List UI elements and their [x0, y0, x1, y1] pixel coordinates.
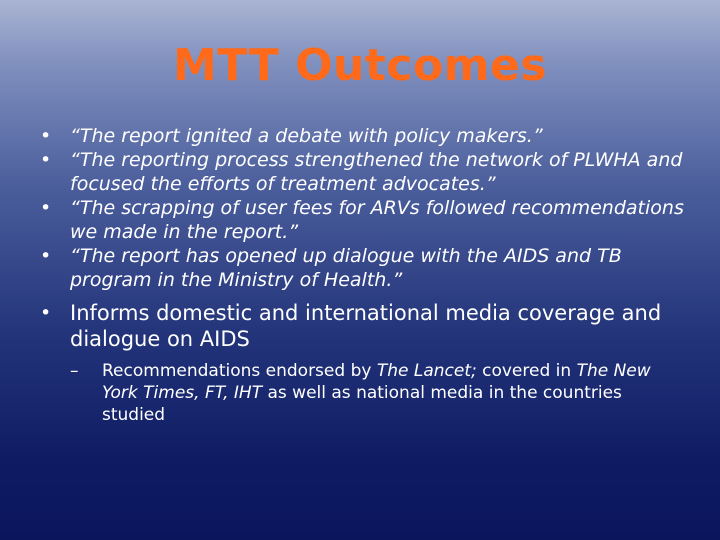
- bullet-text: “The reporting process strengthened the network of PLWHA and focused the efforts of treatment advocates.”: [70, 149, 683, 195]
- bullet-item: [40, 124, 690, 148]
- bullet-text: “The report has opened up dialogue with the AIDS and TB program in the Ministry of Health.”: [70, 245, 622, 291]
- bullet-marker: •: [40, 197, 52, 219]
- bullet-list: [40, 124, 690, 426]
- publication-lancet: The Lancet;: [376, 361, 477, 381]
- sub-bullet-list: [70, 360, 690, 426]
- bullet-item: [40, 148, 690, 196]
- sub-bullet-text-1: Recommendations endorsed by: [102, 361, 377, 381]
- bullet-marker: •: [40, 149, 52, 171]
- slide-title: MTT Outcomes: [172, 40, 548, 91]
- bullet-marker: •: [40, 245, 52, 267]
- bullet-text: Informs domestic and international media coverage and dialogue on AIDS: [70, 301, 662, 351]
- publications-nyt-ft-iht: The New York Times, FT, IHT: [102, 361, 651, 403]
- sub-bullet-marker: –: [70, 361, 79, 381]
- bullet-item: [40, 196, 690, 244]
- bullet-text: “The report ignited a debate with policy makers.”: [70, 125, 543, 147]
- bullet-item: [40, 300, 690, 426]
- bullet-marker: •: [40, 125, 52, 147]
- bullet-marker: •: [40, 302, 52, 324]
- sub-bullet-text-3: as well as national media in the countries studied: [102, 383, 622, 425]
- bullet-text: “The scrapping of user fees for ARVs followed recommendations we made in the report.”: [70, 197, 684, 243]
- sub-bullet-item: [70, 360, 690, 426]
- sub-bullet-text-2: covered in: [476, 361, 577, 381]
- bullet-item: [40, 244, 690, 292]
